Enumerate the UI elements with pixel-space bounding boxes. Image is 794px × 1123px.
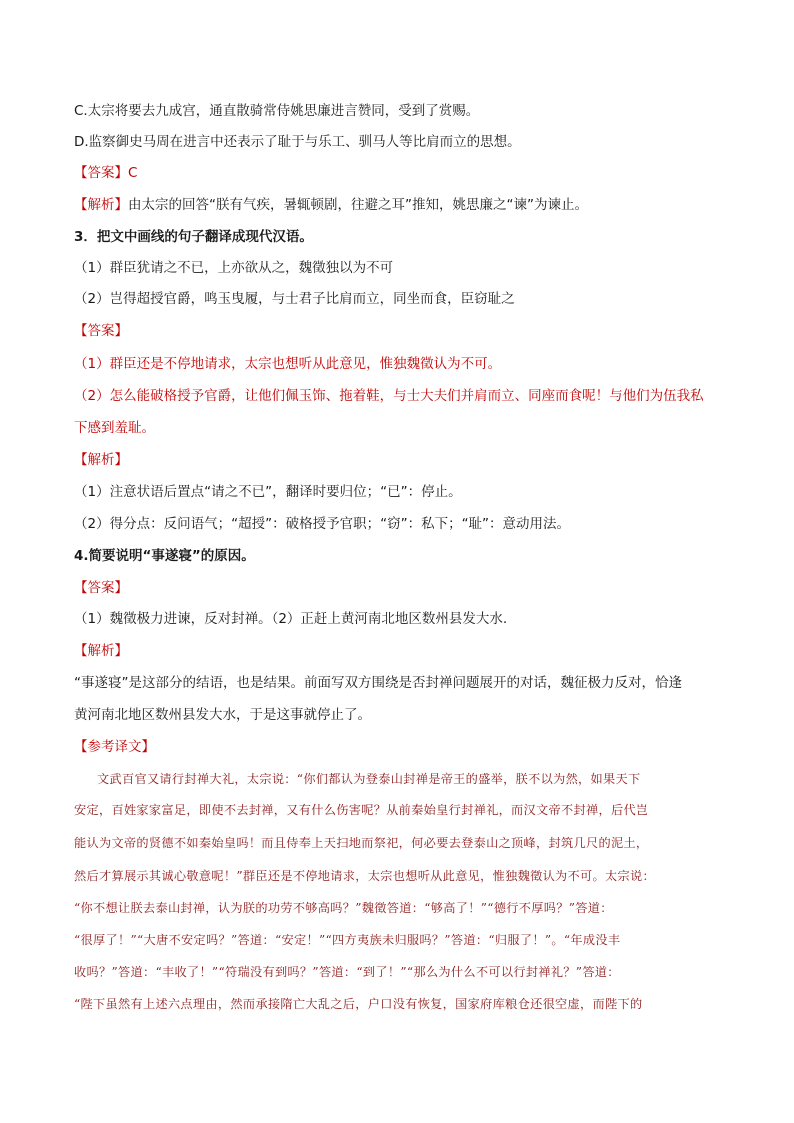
q3-answer-2-line-1: （2）怎么能破格授予官爵，让他们佩玉饰、拖着鞋，与士大夫们并肩而立、同座而食呢！与他们为伍我私 (74, 388, 704, 404)
q3-sentence-1: （1）群臣犹请之不已，上亦欲从之，魏徵独以为不可 (74, 260, 394, 276)
q4-answer-tag: 【答案】 (74, 580, 128, 596)
q3-answer-tag: 【答案】 (74, 323, 128, 339)
translation-line: “很厚了！”“大唐不安定吗？”答道：“安定！”“四方夷族未归服吗？”答道：“归服了！”。“年成没丰 (74, 933, 621, 947)
translation-line: “陛下虽然有上述六点理由，然而承接隋亡大乱之后，户口没有恢复，国家府库粮仓还很空虚，而陛下的 (74, 997, 643, 1011)
answer-tag: 【答案】 (74, 165, 128, 181)
analysis-text: 由太宗的回答“朕有气疾，暑辄顿剧，往避之耳”推知，姚思廉之“谏”为谏止。 (128, 197, 588, 213)
q3-analysis-tag: 【解析】 (74, 452, 128, 468)
q3-sentence-2: （2）岂得超授官爵，鸣玉曳履，与士君子比肩而立，同坐而食，臣窃耻之 (74, 291, 515, 307)
q2-analysis-row (74, 195, 588, 215)
option-d: D.监察御史马周在进言中还表示了耻于与乐工、驯马人等比肩而立的思想。 (74, 134, 521, 150)
translation-line: 安定，百姓家家富足，即使不去封禅，又有什么伤害呢？从前秦始皇行封禅礼，而汉文帝不封禅，后代岂 (74, 803, 649, 817)
translation-line: 能认为文帝的贤德不如秦始皇吗！而且侍奉上天扫地而祭祀，何必要去登泰山之顶峰，封筑几尺的泥土， (74, 836, 649, 850)
q4-answer: （1）魏徵极力进谏，反对封禅。（2）正赶上黄河南北地区数州县发大水. (74, 611, 508, 627)
q4-analysis-tag: 【解析】 (74, 643, 128, 659)
answer-text: C (128, 165, 138, 181)
q3-answer-2-line-2: 下感到羞耻。 (74, 420, 155, 436)
translation-tag: 【参考译文】 (74, 739, 155, 755)
analysis-tag: 【解析】 (74, 197, 128, 213)
q3-analysis-2: （2）得分点：反问语气；“超授”：破格授予官职；“窃”：私下；“耻”：意动用法。 (74, 516, 571, 532)
q2-answer-row (74, 163, 137, 183)
translation-line: “你不想让朕去泰山封禅，认为朕的功劳不够高吗？”魏徵答道：“够高了！”“德行不厚吗？”答道： (74, 901, 613, 915)
q4-analysis-line-2: 黄河南北地区数州县发大水，于是这事就停止了。 (74, 707, 371, 723)
q3-title: 3．把文中画线的句子翻译成现代汉语。 (74, 229, 313, 245)
translation-line: 然后才算展示其诚心敬意呢！”群臣还是不停地请求，太宗也想听从此意见，惟独魏徵认为不可。太宗说： (74, 869, 655, 883)
q3-analysis-1: （1）注意状语后置点“请之不已”，翻译时要归位；“已”：停止。 (74, 484, 462, 500)
q4-analysis-line-1: “事遂寝”是这部分的结语，也是结果。前面写双方围绕是否封禅问题展开的对话，魏征极力反对，恰逢 (74, 675, 682, 691)
q3-answer-1: （1）群臣还是不停地请求，太宗也想听从此意见，惟独魏徵认为不可。 (74, 356, 502, 372)
translation-line: 收吗？”答道：“丰收了！”“符瑞没有到吗？”答道：“到了！”“那么为什么不可以行封禅礼？”答道： (74, 965, 620, 979)
option-c: C.太宗将要去九成宫，通直散骑常侍姚思廉进言赞同，受到了赏赐。 (74, 103, 480, 119)
q4-title: 4.简要说明“事遂寝”的原因。 (74, 548, 255, 564)
translation-line: 文武百官又请行封禅大礼，太宗说：“你们都认为登泰山封禅是帝王的盛举，朕不以为然，如果天下 (97, 772, 641, 786)
